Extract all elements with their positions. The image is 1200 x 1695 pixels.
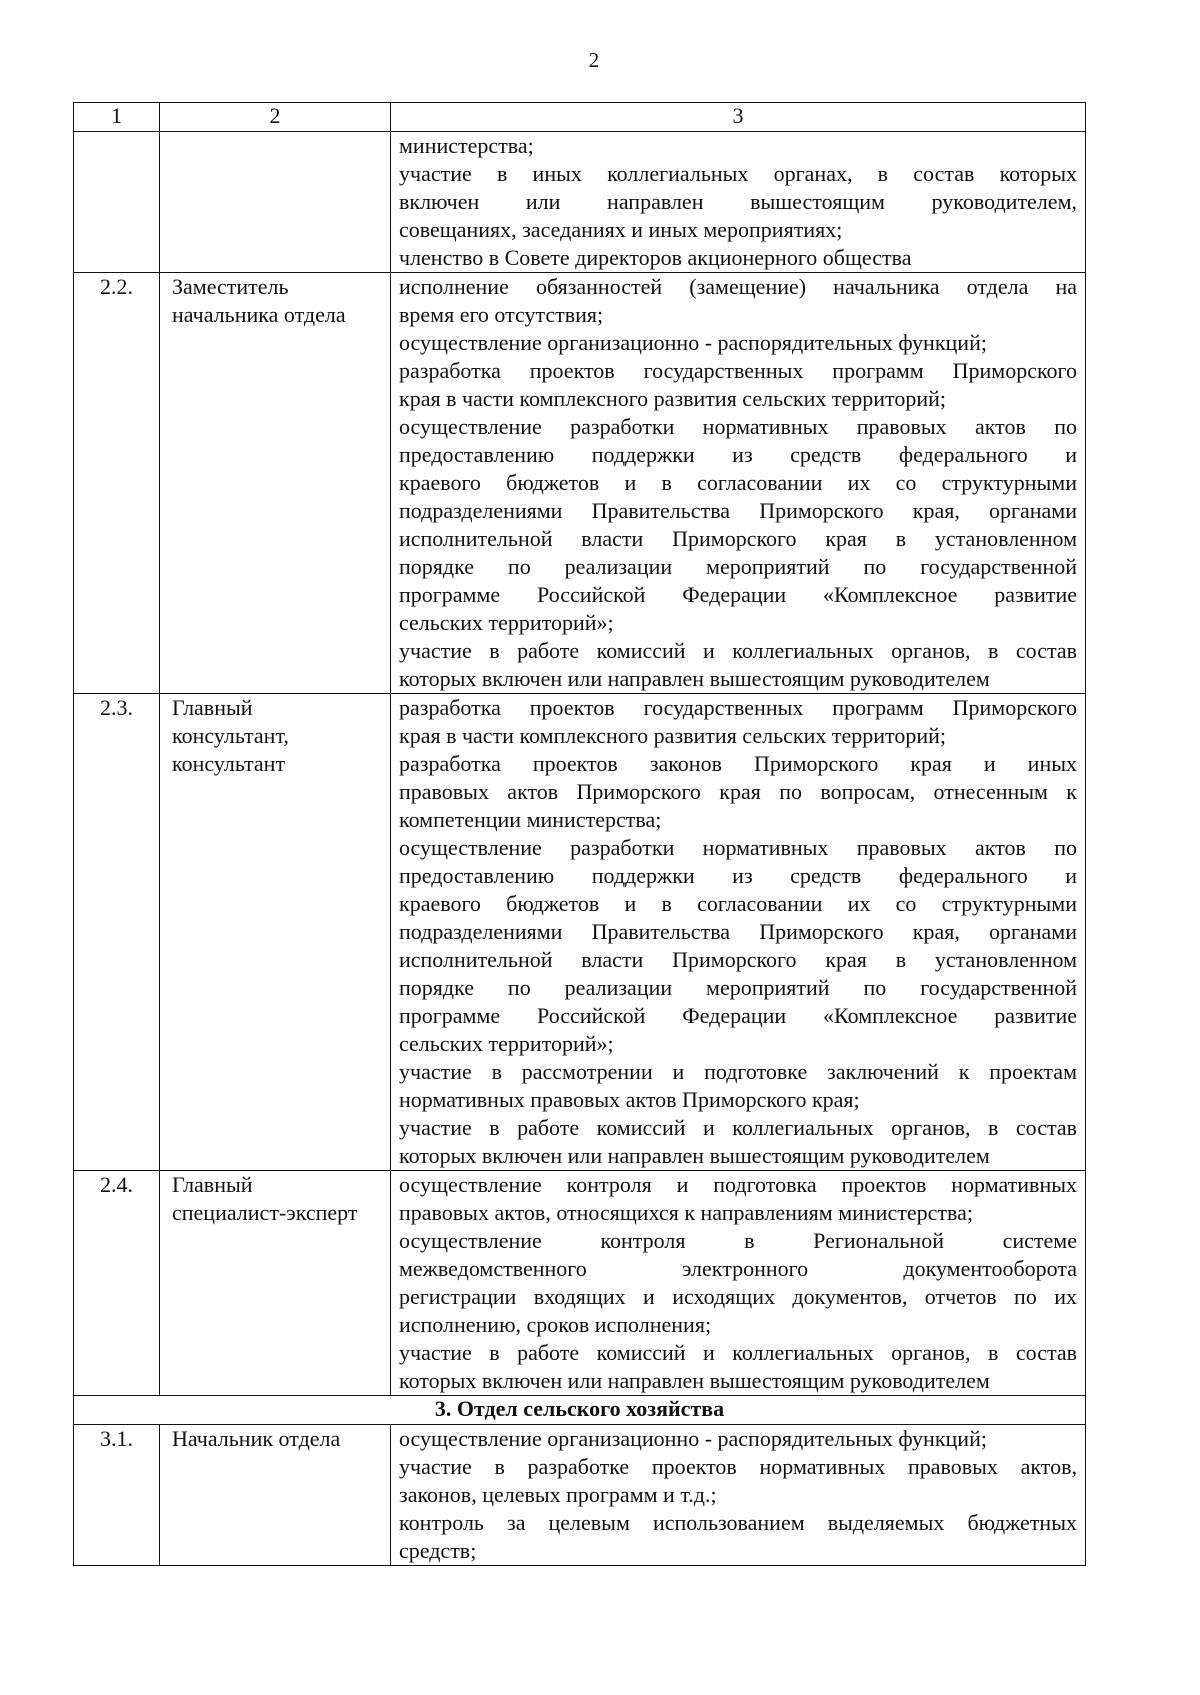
position-line: Главный <box>172 1172 253 1197</box>
duty-line: включен или направлен вышестоящим руководителем, <box>399 189 1077 214</box>
table-row <box>74 1171 1086 1396</box>
position-line: Начальник отдела <box>172 1426 341 1451</box>
duty-line: правовых актов, относящихся к направлениям министерства; <box>399 1200 973 1225</box>
duties-text <box>391 1425 1086 1566</box>
position-line: Заместитель <box>172 274 289 299</box>
position-title <box>160 273 391 694</box>
row-number <box>74 132 160 273</box>
table-header-row <box>74 103 1086 132</box>
duty-line: исполнительной власти Приморского края в установленном <box>399 526 1077 551</box>
position-title <box>160 1171 391 1396</box>
row-number: 2.3. <box>74 694 160 1171</box>
duty-line: порядке по реализации мероприятий по государственной <box>399 554 1077 579</box>
position-line: Главный <box>172 695 253 720</box>
duty-line: компетенции министерства; <box>399 807 662 832</box>
position-line: консультант <box>172 751 286 776</box>
duty-line: осуществление организационно - распорядительных функций; <box>399 330 987 355</box>
position-title <box>160 694 391 1171</box>
duty-line: правовых актов Приморского края по вопросам, отнесенным к <box>399 779 1077 804</box>
duty-line: осуществление контроля в Региональной системе <box>399 1228 1077 1253</box>
duty-line: которых включен или направлен вышестоящим руководителем <box>399 1368 990 1393</box>
header-col-2: 2 <box>160 103 391 132</box>
duties-text <box>391 1171 1086 1396</box>
duty-line: участие в работе комиссий и коллегиальных органов, в состав <box>399 638 1077 663</box>
duty-line: межведомственного электронного документооборота <box>399 1256 1077 1281</box>
duty-line: осуществление контроля и подготовка проектов нормативных <box>399 1172 1077 1197</box>
duty-line: участие в работе комиссий и коллегиальных органов, в состав <box>399 1115 1077 1140</box>
duty-line: исполнительной власти Приморского края в установленном <box>399 947 1077 972</box>
row-number: 2.4. <box>74 1171 160 1396</box>
duty-line: краевого бюджетов и в согласовании их со структурными <box>399 470 1077 495</box>
position-line: специалист-эксперт <box>172 1200 358 1225</box>
duty-line: программе Российской Федерации «Комплексное развитие <box>399 1003 1077 1028</box>
duty-line: средств; <box>399 1538 477 1563</box>
functions-table <box>73 102 1086 1566</box>
duty-line: края в части комплексного развития сельских территорий; <box>399 386 946 411</box>
duty-line: участие в работе комиссий и коллегиальных органов, в состав <box>399 1340 1077 1365</box>
duty-line: разработка проектов законов Приморского края и иных <box>399 751 1077 776</box>
duty-line: подразделениями Правительства Приморского края, органами <box>399 498 1077 523</box>
duty-line: регистрации входящих и исходящих документов, отчетов по их <box>399 1284 1077 1309</box>
duties-text <box>391 132 1086 273</box>
duty-line: которых включен или направлен вышестоящим руководителем <box>399 666 990 691</box>
duty-line: законов, целевых программ и т.д.; <box>399 1482 717 1507</box>
duties-text <box>391 273 1086 694</box>
duty-line: предоставлению поддержки из средств федерального и <box>399 442 1077 467</box>
duty-line: исполнению, сроков исполнения; <box>399 1312 712 1337</box>
duty-line: министерства; <box>399 133 534 158</box>
duty-line: членство в Совете директоров акционерного общества <box>399 245 912 270</box>
duty-line: осуществление организационно - распорядительных функций; <box>399 1426 987 1451</box>
duty-line: предоставлению поддержки из средств федерального и <box>399 863 1077 888</box>
section-title: 3. Отдел сельского хозяйства <box>74 1396 1086 1425</box>
duty-line: осуществление разработки нормативных правовых актов по <box>399 414 1077 439</box>
header-col-1: 1 <box>74 103 160 132</box>
table-row <box>74 273 1086 694</box>
position-title <box>160 132 391 273</box>
table-row <box>74 132 1086 273</box>
page-number: 2 <box>588 48 600 72</box>
duty-line: разработка проектов государственных программ Приморского <box>399 695 1077 720</box>
duty-line: участие в иных коллегиальных органах, в состав которых <box>399 161 1077 186</box>
duty-line: которых включен или направлен вышестоящим руководителем <box>399 1143 990 1168</box>
duty-line: осуществление разработки нормативных правовых актов по <box>399 835 1077 860</box>
duty-line: краевого бюджетов и в согласовании их со структурными <box>399 891 1077 916</box>
duty-line: контроль за целевым использованием выделяемых бюджетных <box>399 1510 1077 1535</box>
row-number: 2.2. <box>74 273 160 694</box>
duty-line: сельских территорий»; <box>399 610 614 635</box>
duty-line: порядке по реализации мероприятий по государственной <box>399 975 1077 1000</box>
duty-line: края в части комплексного развития сельских территорий; <box>399 723 946 748</box>
duty-line: разработка проектов государственных программ Приморского <box>399 358 1077 383</box>
duty-line: исполнение обязанностей (замещение) начальника отдела на <box>399 274 1077 299</box>
duty-line: совещаниях, заседаниях и иных мероприятиях; <box>399 217 843 242</box>
duty-line: нормативных правовых актов Приморского края; <box>399 1087 860 1112</box>
row-number: 3.1. <box>74 1425 160 1566</box>
header-col-3: 3 <box>391 103 1086 132</box>
duty-line: подразделениями Правительства Приморского края, органами <box>399 919 1077 944</box>
position-title <box>160 1425 391 1566</box>
table-row <box>74 694 1086 1171</box>
position-line: консультант, <box>172 723 289 748</box>
duty-line: время его отсутствия; <box>399 302 604 327</box>
duty-line: программе Российской Федерации «Комплексное развитие <box>399 582 1077 607</box>
duty-line: участие в разработке проектов нормативных правовых актов, <box>399 1454 1077 1479</box>
duties-text <box>391 694 1086 1171</box>
duty-line: участие в рассмотрении и подготовке заключений к проектам <box>399 1059 1077 1084</box>
section-heading-row <box>74 1396 1086 1425</box>
table-row <box>74 1425 1086 1566</box>
position-line: начальника отдела <box>172 302 346 327</box>
duty-line: сельских территорий»; <box>399 1031 614 1056</box>
